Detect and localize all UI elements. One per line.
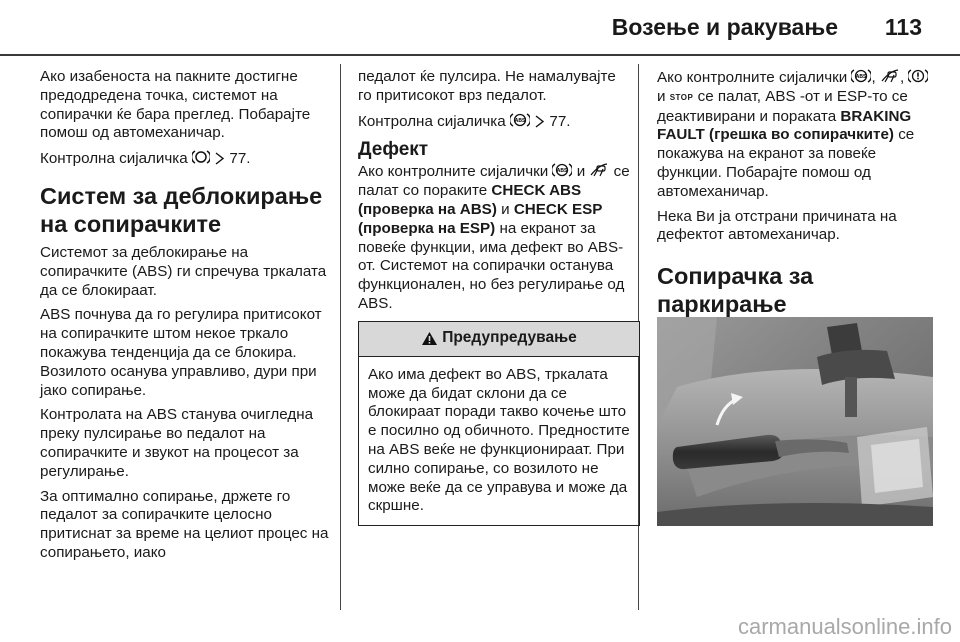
- svg-text:ABS: ABS: [856, 74, 867, 80]
- watermark: carmanualsonline.info: [737, 614, 952, 639]
- column-1: [40, 68, 332, 569]
- svg-text:ABS: ABS: [514, 117, 526, 124]
- warning-text: Ако има дефект во ABS, тркалата може да бидат склони да се блокираат поради такво кочење што е посилно од обичното. Предностите на ABS веќе не функционираат. При силно сопирање, со возилото не може веќе да се управува и може да скршне.: [368, 365, 630, 515]
- heading-parking-brake: Сопирачка за паркирање: [657, 263, 814, 318]
- paragraph-lamp-ref: Контролна сијаличка ABS 77.: [358, 112, 571, 130]
- paragraph-lamp-ref: Контролна сијаличка 77.: [40, 150, 251, 168]
- page-title: Возење и ракување: [611, 14, 838, 40]
- abs-lamp-icon: [851, 68, 871, 84]
- paragraph: Контролата на ABS станува очигледна преку пулсирање во педалот на сопирачките и звукот на процесот за регулирање.: [40, 406, 314, 480]
- stop-lamp-label: STOP: [669, 92, 694, 102]
- page-ref: 77.: [229, 150, 251, 168]
- page-ref-arrow-icon: [534, 115, 545, 128]
- paragraph: Нека Ви ја отстрани причината на дефектот автомеханичар.: [657, 207, 897, 244]
- paragraph: ABS почнува да го регулира притисокот на сопирачките штом некое тркало покажува тенденција да се блокира. Возилото осанува управливо, дури при јако сопирање.: [40, 306, 322, 399]
- column-2: [358, 68, 630, 526]
- esp-skid-lamp-icon: [880, 68, 900, 84]
- abs-lamp-icon: [510, 112, 530, 128]
- parking-brake-photo: [657, 317, 933, 526]
- header-rule: [0, 54, 960, 56]
- page-ref-arrow-icon: [214, 152, 225, 165]
- brake-system-lamp-icon: [908, 68, 928, 84]
- heading-defect: Дефект: [358, 139, 429, 161]
- paragraph-defect: Ако контролните сијалички ABS и се палат со пораките CHECK ABS (проверка на ABS) и CHECK ESP (проверка на ESP) на екранот за повеќе функции, има дефект во ABS-от. Системот на сопирачки останува функционален, но без регулирање од ABS.: [358, 163, 630, 312]
- page-ref: 77.: [549, 112, 571, 130]
- warning-box: [358, 321, 640, 526]
- esp-skid-lamp-icon: [589, 162, 609, 178]
- column-divider-1: [340, 64, 341, 610]
- svg-text:ABS: ABS: [557, 168, 568, 175]
- paragraph: педалот ќе пулсира. Не намалувајте го притисокот врз педалот.: [358, 68, 616, 104]
- paragraph: Системот за деблокирање на сопирачките (ABS) ги спречува тркалата да се блокираат.: [40, 243, 327, 299]
- paragraph: Ако изабеноста на пакните достигне предодредена точка, системот на сопирачки ќе бара преглед. Побарајте помош од автомеханичар.: [40, 68, 311, 142]
- paragraph: За оптимално сопирање, држете го педалот за сопирачките целосно притиснат за време на целиот процес на сопирањето, иако: [40, 487, 329, 561]
- abs-lamp-icon: [552, 162, 572, 178]
- paragraph-braking-fault: Ако контролните сијалички ABS , , и STOP се палат, ABS -от и ESP-то се деактивирани и пораката BRAKING FAULT (грешка во сопирачките) се покажува на екранот за повеќе функции. Побарајте помош од автомеханичар.: [657, 68, 939, 202]
- brake-pad-wear-lamp-icon: [192, 149, 210, 165]
- heading-abs: Систем за деблокирање на сопирачките: [40, 182, 323, 237]
- warning-triangle-icon: [421, 331, 438, 346]
- page-header: [0, 0, 960, 52]
- warning-title: Предупредување: [442, 329, 577, 347]
- column-3: [657, 68, 939, 324]
- warning-header: [359, 322, 639, 357]
- page-number: 113: [884, 14, 922, 40]
